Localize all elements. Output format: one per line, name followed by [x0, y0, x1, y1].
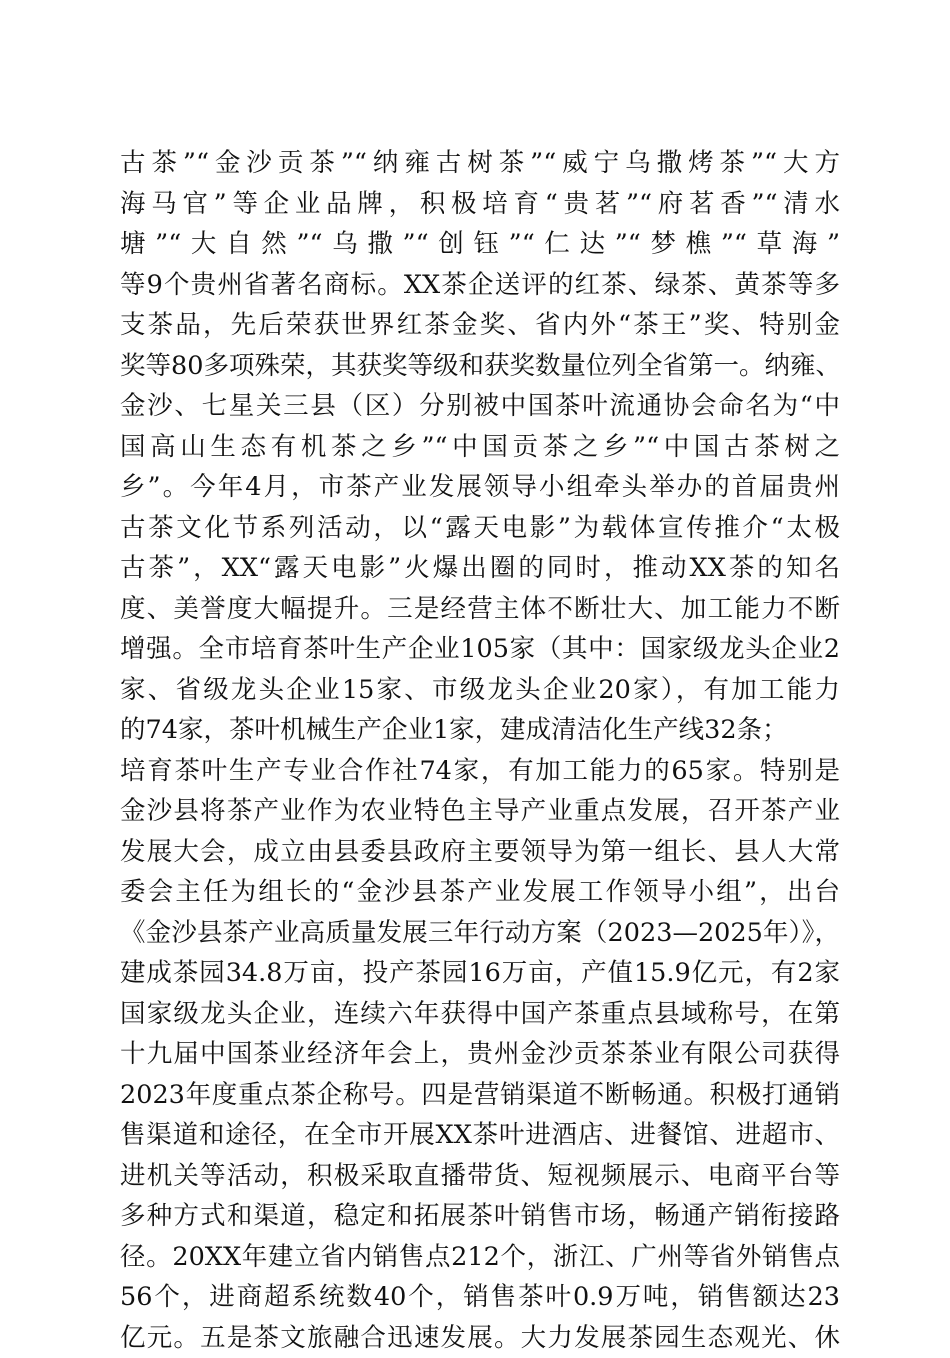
text-line: 国家级龙头企业，连续六年获得中国产茶重点县域称号，在第	[120, 994, 840, 1035]
text-line: 增强。全市培育茶叶生产企业105家（其中：国家级龙头企业2	[120, 629, 840, 670]
text-line: 建成茶园34.8万亩，投产茶园16万亩，产值15.9亿元，有2家	[120, 953, 840, 994]
text-line: 56个，进商超系统数40个，销售茶叶0.9万吨，销售额达23	[120, 1277, 840, 1318]
text-line: 《金沙县茶产业高质量发展三年行动方案（2023—2025年）》，	[120, 913, 840, 954]
text-line: 售渠道和途径，在全市开展XX茶叶进酒店、进餐馆、进超市、	[120, 1115, 840, 1156]
text-line: 亿元。五是茶文旅融合迅速发展。大力发展茶园生态观光、休	[120, 1318, 840, 1358]
text-line: 乡”。今年4月，市茶产业发展领导小组牵头举办的首届贵州	[120, 467, 840, 508]
body-text	[120, 143, 840, 1358]
text-line: 家、省级龙头企业15家、市级龙头企业20家），有加工能力	[120, 670, 840, 711]
text-line: 多种方式和渠道，稳定和拓展茶叶销售市场，畅通产销衔接路	[120, 1196, 840, 1237]
text-line: 培育茶叶生产专业合作社74家，有加工能力的65家。特别是	[120, 751, 840, 792]
text-line: 发展大会，成立由县委县政府主要领导为第一组长、县人大常	[120, 832, 840, 873]
text-line: 径。20XX年建立省内销售点212个，浙江、广州等省外销售点	[120, 1237, 840, 1278]
text-line: 奖等80多项殊荣，其获奖等级和获奖数量位列全省第一。纳雍、	[120, 346, 840, 387]
text-line: 委会主任为组长的“金沙县茶产业发展工作领导小组”，出台	[120, 872, 840, 913]
text-line: 度、美誉度大幅提升。三是经营主体不断壮大、加工能力不断	[120, 589, 840, 630]
text-line: 塘”“大自然”“乌撒”“创钰”“仁达”“梦樵”“草海”	[120, 224, 840, 265]
text-line: 支茶品，先后荣获世界红茶金奖、省内外“茶王”奖、特别金	[120, 305, 840, 346]
text-line: 2023年度重点茶企称号。四是营销渠道不断畅通。积极打通销	[120, 1075, 840, 1116]
text-line: 海马官”等企业品牌，积极培育“贵茗”“府茗香”“清水	[120, 184, 840, 225]
text-line: 等9个贵州省著名商标。XX茶企送评的红茶、绿茶、黄茶等多	[120, 265, 840, 306]
text-line: 进机关等活动，积极采取直播带货、短视频展示、电商平台等	[120, 1156, 840, 1197]
text-line: 古茶”，XX“露天电影”火爆出圈的同时，推动XX茶的知名	[120, 548, 840, 589]
text-line: 古茶”“金沙贡茶”“纳雍古树茶”“威宁乌撒烤茶”“大方	[120, 143, 840, 184]
text-line: 的74家，茶叶机械生产企业1家，建成清洁化生产线32条；	[120, 710, 840, 751]
text-line: 国高山生态有机茶之乡”“中国贡茶之乡”“中国古茶树之	[120, 427, 840, 468]
text-line: 金沙县将茶产业作为农业特色主导产业重点发展，召开茶产业	[120, 791, 840, 832]
text-line: 金沙、七星关三县（区）分别被中国茶叶流通协会命名为“中	[120, 386, 840, 427]
text-line: 十九届中国茶业经济年会上，贵州金沙贡茶茶业有限公司获得	[120, 1034, 840, 1075]
text-line: 古茶文化节系列活动，以“露天电影”为载体宣传推介“太极	[120, 508, 840, 549]
